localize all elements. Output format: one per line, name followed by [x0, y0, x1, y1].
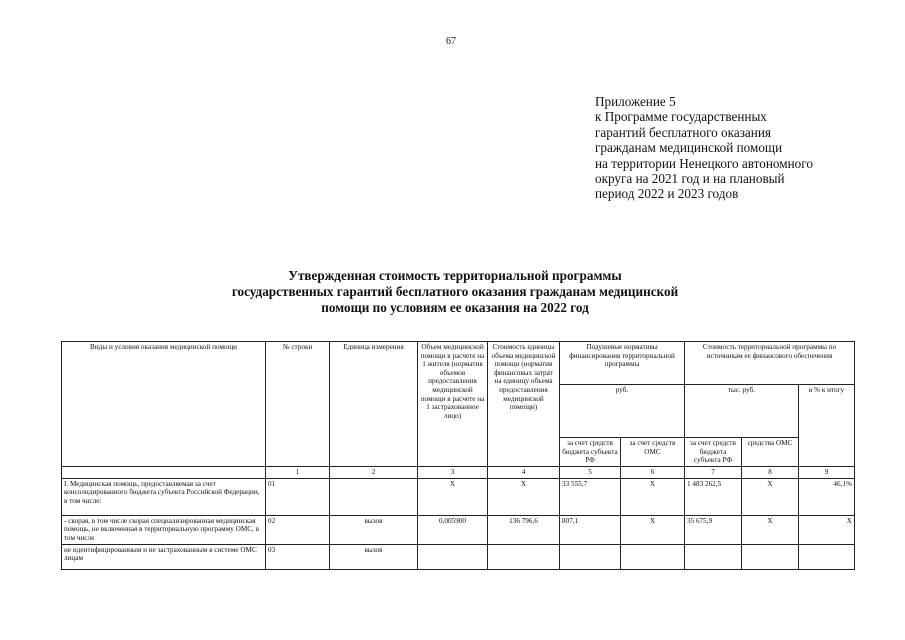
row-pc-budget: 33 555,7: [560, 478, 621, 515]
row-pc-oms: [621, 544, 685, 569]
col-number-cell: 2: [330, 467, 418, 479]
header-thous-rub: тыс. руб.: [685, 385, 799, 438]
col-number-cell: 6: [621, 467, 685, 479]
col-number-cell: 7: [685, 467, 742, 479]
title-line: Утвержденная стоимость территориальной программы: [288, 268, 622, 283]
row-name: не идентифицированным и не застрахованным в системе ОМС лицам: [62, 544, 266, 569]
appendix-block: [595, 94, 885, 202]
header-oms: за счет средств ОМС: [621, 438, 685, 467]
row-c-oms: X: [742, 515, 799, 544]
header-types: Виды и условия оказания медицинской помощи: [62, 342, 266, 467]
header-volume: Объем медицинской помощи в расчете на 1 жителя (норматив объемов предоставления медицинской помощи в расчете на 1 застрахованное лицо): [418, 342, 488, 467]
row-unit: вызов: [330, 515, 418, 544]
row-volume: [418, 544, 488, 569]
header-per-capita: Подушевые нормативы финансирования территориальной программы: [560, 342, 685, 385]
row-pct: [799, 544, 855, 569]
document-title: [120, 268, 790, 316]
row-number: 03: [266, 544, 330, 569]
row-c-budget: 35 675,9: [685, 515, 742, 544]
row-c-budget: [685, 544, 742, 569]
header-rub: руб.: [560, 385, 685, 438]
page-number: 67: [446, 36, 456, 47]
row-pct: X: [799, 515, 855, 544]
appendix-line: гарантий бесплатного оказания: [595, 124, 771, 140]
col-number-cell: 9: [799, 467, 855, 479]
row-unit: вызов: [330, 544, 418, 569]
appendix-line: на территории Ненецкого автономного: [595, 155, 813, 171]
row-cost: [488, 544, 560, 569]
row-name: - скорая, в том числе скорая специализированная медицинская помощь, не включенная в территориальную программу ОМС, в том числе: [62, 515, 266, 544]
row-number: 02: [266, 515, 330, 544]
row-c-oms: [742, 544, 799, 569]
header-row-no: № строки: [266, 342, 330, 467]
table-row: [62, 478, 855, 515]
header-budget: за счет средств бюджета субъекта РФ: [560, 438, 621, 467]
col-number-cell: 5: [560, 467, 621, 479]
row-pc-budget: [560, 544, 621, 569]
column-numbers-row: [62, 467, 855, 479]
header-row: [62, 342, 855, 385]
col-number-cell: 8: [742, 467, 799, 479]
header-percent: в % к итогу: [799, 385, 855, 467]
row-pc-oms: X: [621, 478, 685, 515]
title-line: государственных гарантий бесплатного оказания гражданам медицинской: [231, 284, 679, 299]
row-number: 01: [266, 478, 330, 515]
appendix-line: округа на 2021 год и на плановый: [595, 171, 785, 187]
row-pc-budget: 807,1: [560, 515, 621, 544]
row-volume: 0,005900: [418, 515, 488, 544]
row-name: I. Медицинская помощь, предоставляемая за счет консолидированного бюджета субъекта Российской Федерации, в том числе:: [62, 478, 266, 515]
row-cost: 136 796,6: [488, 515, 560, 544]
col-number-cell: [62, 467, 266, 479]
row-volume: X: [418, 478, 488, 515]
table-row: [62, 515, 855, 544]
title-line: помощи по условиям ее оказания на 2022 год: [321, 300, 589, 315]
header-budget: за счет средств бюджета субъекта РФ: [685, 438, 742, 467]
col-number-cell: 3: [418, 467, 488, 479]
appendix-line: к Программе государственных: [595, 109, 767, 125]
col-number-cell: 1: [266, 467, 330, 479]
header-oms: средства ОМС: [742, 438, 799, 467]
row-c-budget: 1 483 262,5: [685, 478, 742, 515]
row-cost: X: [488, 478, 560, 515]
row-unit: [330, 478, 418, 515]
appendix-line: период 2022 и 2023 годов: [595, 186, 739, 202]
row-pc-oms: X: [621, 515, 685, 544]
header-unit-cost: Стоимость единицы объема медицинской помощи (норматив финансовых затрат на единицу объема предоставления медицинской помощи): [488, 342, 560, 467]
appendix-line: Приложение 5: [595, 94, 676, 109]
row-c-oms: X: [742, 478, 799, 515]
cost-table: [61, 341, 855, 570]
row-pct: 46,1%: [799, 478, 855, 515]
col-number-cell: 4: [488, 467, 560, 479]
table-row: [62, 544, 855, 569]
header-unit: Единица измерения: [330, 342, 418, 467]
appendix-line: гражданам медицинской помощи: [595, 140, 783, 156]
header-cost-by-source: Стоимость территориальной программы по источникам ее финансового обеспечения: [685, 342, 855, 385]
